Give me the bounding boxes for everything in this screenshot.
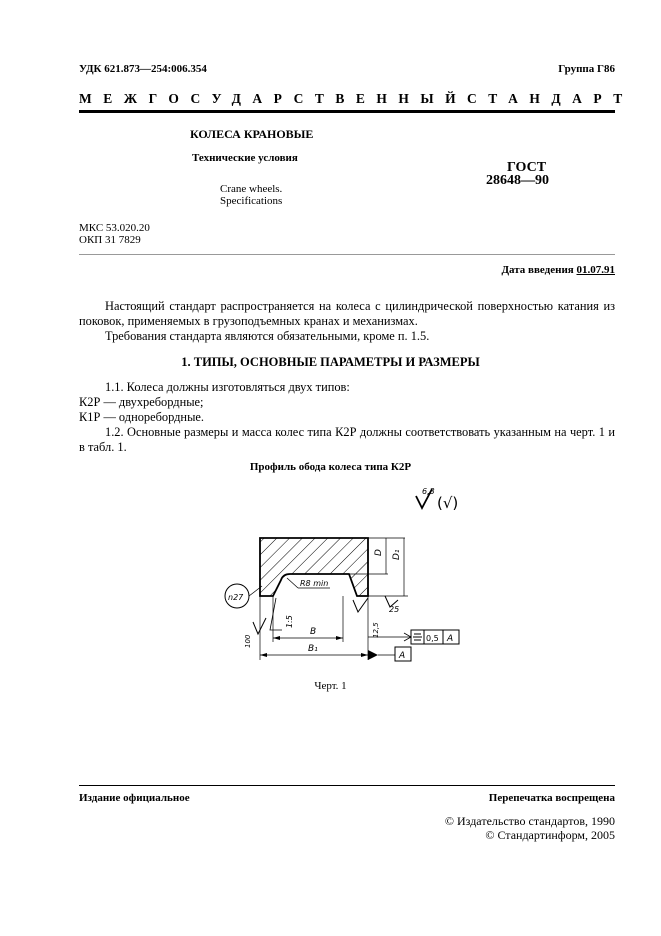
mks-code: МКС 53.020.20	[79, 222, 150, 234]
footer-rule	[79, 785, 615, 786]
mandatory-paragraph: Требования стандарта являются обязательными, кроме п. 1.5.	[105, 329, 430, 343]
figure-caption: Черт. 1	[314, 680, 347, 692]
reprint-notice: Перепечатка воспрещена	[488, 792, 615, 804]
tolerance-datum-ref: A	[447, 634, 454, 644]
official-edition: Издание официальное	[79, 792, 190, 804]
roughness-125-label: 12,5	[372, 622, 380, 638]
title-english-line2: Specifications	[220, 195, 283, 207]
udk-code: УДК 621.873—254:006.354	[79, 63, 207, 75]
svg-text:6,3: 6,3	[422, 487, 435, 496]
roughness-general-icon	[416, 487, 458, 512]
gost-label: ГОСТ	[507, 160, 547, 175]
standard-subtitle: Технические условия	[192, 152, 298, 164]
radius-label: R8 min	[300, 579, 329, 588]
symmetry-icon	[413, 634, 422, 640]
group-code: Группа Г86	[558, 63, 615, 75]
okp-code: ОКП 31 7829	[79, 234, 141, 246]
roughness-100-label: 100	[244, 634, 252, 648]
banner-word-interstate: МЕЖГОСУДАРСТВЕННЫЙ	[79, 91, 468, 106]
svg-text:A: A	[399, 651, 406, 661]
dim-B1-label: B₁	[308, 644, 318, 654]
tolerance-value: 0,5	[426, 634, 439, 643]
item-1-1: 1.1. Колеса должны изготовляться двух типов:	[105, 380, 350, 394]
title-english-line1: Crane wheels.	[220, 183, 283, 195]
dim-B-label: B	[310, 627, 317, 637]
taper-label: 1:5	[285, 615, 294, 628]
intro-date-label: Дата введения	[501, 264, 574, 276]
item-k1p: К1Р — одноребордные.	[79, 410, 204, 424]
intro-paragraph: Настоящий стандарт распространяется на колеса с цилиндрической поверхностью катания из поковок, применяемых в грузоподъемных кранах и механизмах.	[79, 299, 615, 328]
svg-text:n27: n27	[228, 593, 244, 602]
banner-word-standard: СТАНДАРТ	[467, 91, 634, 106]
svg-text:(√): (√)	[437, 494, 459, 512]
dim-D1-label: D₁	[392, 549, 402, 560]
copyright-1990: © Издательство стандартов, 1990	[444, 814, 615, 828]
gost-number: 28648—90	[486, 173, 549, 188]
roughness-25-label: 25	[389, 605, 400, 614]
item-1-2: 1.2. Основные размеры и масса колес типа К2Р должны соответствовать указанным на черт. 1 и в табл. 1.	[79, 425, 615, 454]
standard-title: КОЛЕСА КРАНОВЫЕ	[190, 127, 314, 141]
item-k2p: К2Р — двухребордные;	[79, 395, 204, 409]
section-1-title: 1. ТИПЫ, ОСНОВНЫЕ ПАРАМЕТРЫ И РАЗМЕРЫ	[181, 355, 480, 369]
figure-title: Профиль обода колеса типа К2Р	[249, 461, 412, 473]
copyright-2005: © Стандартинформ, 2005	[485, 828, 615, 842]
intro-date-value: 01.07.91	[576, 264, 615, 276]
dim-D-label: D	[374, 549, 384, 556]
